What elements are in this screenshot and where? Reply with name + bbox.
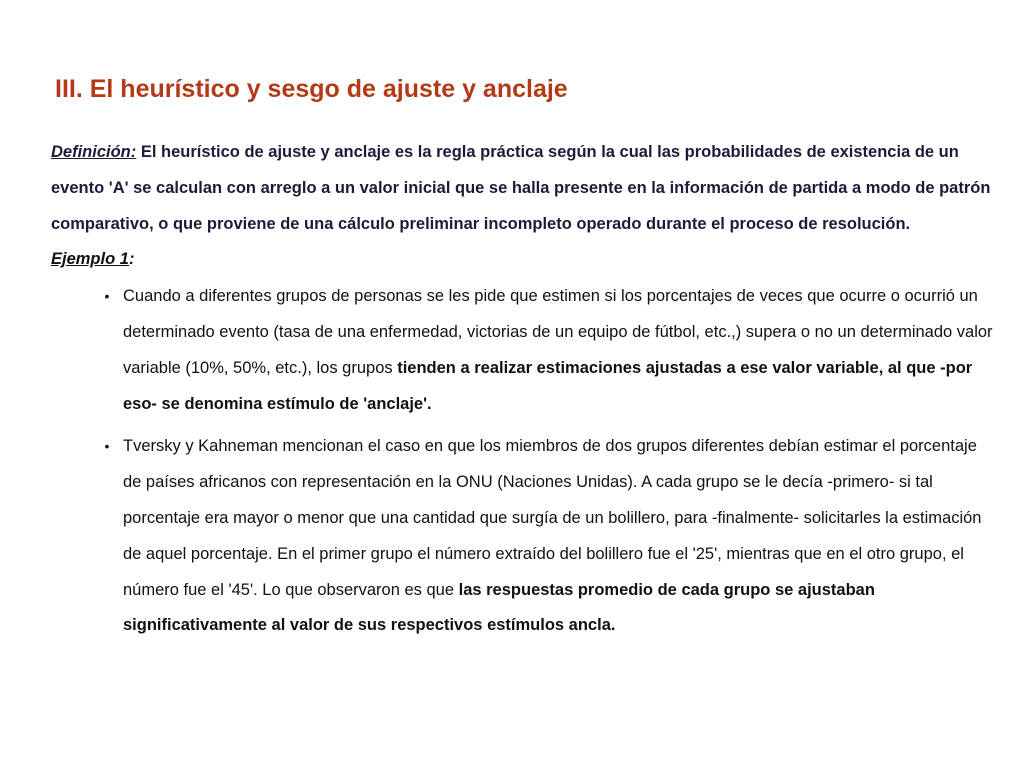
slide-title: III. El heurístico y sesgo de ajuste y anclaje <box>55 75 568 103</box>
definition-label: Definición: <box>51 143 137 161</box>
bullet-text: Cuando a diferentes grupos de personas se les pide que estimen si los porcentajes de veces que ocurre o ocurrió un determinado evento (tasa de una enfermedad, victorias de un equipo de fútbol, etc.,) supera o no un determinado valor variable (10%, 50%, etc.), los grupos <box>123 287 993 377</box>
bullet-marker: • <box>104 288 110 305</box>
definition-paragraph <box>51 135 996 242</box>
definition-text: El heurístico de ajuste y anclaje es la regla práctica según la cual las probabilidades de existencia de un evento 'A' se calculan con arreglo a un valor inicial que se halla presente en la información de partida a modo de patrón comparativo, o que proviene de una cálculo preliminar incompleto operado durante el proceso de resolución. <box>51 143 991 233</box>
bullet-text: Tversky y Kahneman mencionan el caso en que los miembros de dos grupos diferentes debían estimar el porcentaje de países africanos con representación en la ONU (Naciones Unidas). A cada grupo se le decía -primero- si tal porcentaje era mayor o menor que una cantidad que surgía de un bolillero, para -finalmente- solicitarles la estimación de aquel porcentaje. En el primer grupo el número extraído del bolillero fue el '25', mientras que en el otro grupo, el número fue el '45'. Lo que observaron es que <box>123 437 982 599</box>
bullet-item <box>51 279 996 422</box>
bullet-list <box>51 279 996 644</box>
bullet-text-bold: tienden a realizar estimaciones ajustadas a ese valor variable, al que -por eso- se denomina estímulo de 'anclaje'. <box>123 358 973 413</box>
bullet-marker: • <box>104 438 110 455</box>
example-heading <box>51 242 996 278</box>
bullet-item <box>51 429 996 644</box>
slide-body <box>51 135 996 644</box>
bullet-text-bold: las respuestas promedio de cada grupo se ajustaban significativamente al valor de sus respectivos estímulos ancla. <box>123 580 875 635</box>
example-colon: : <box>128 250 135 269</box>
example-label: Ejemplo 1 <box>51 250 129 269</box>
